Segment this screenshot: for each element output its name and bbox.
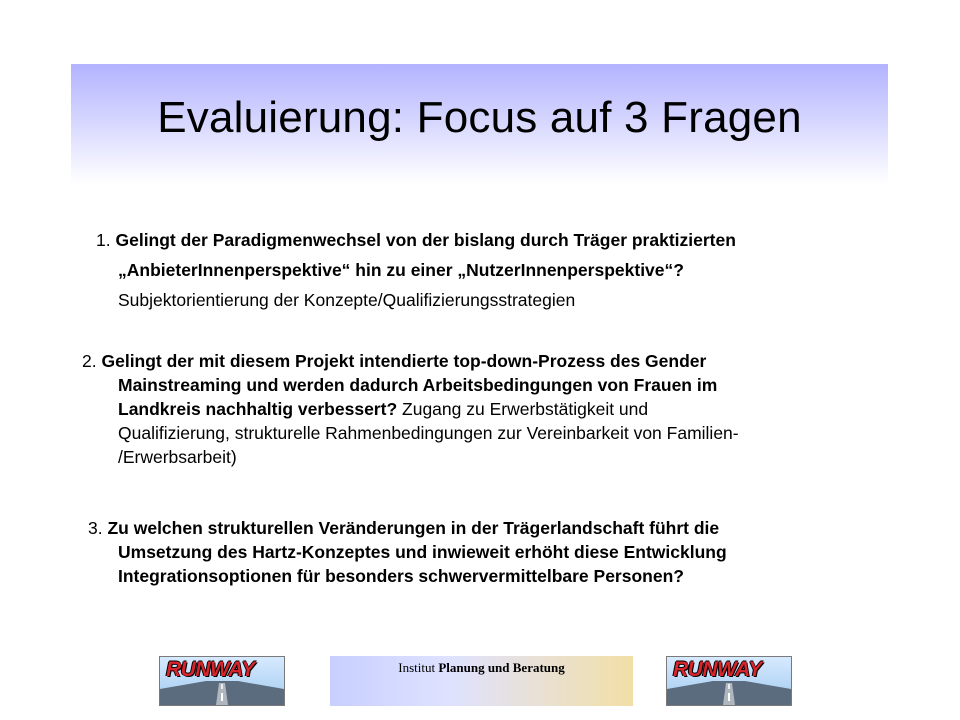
runway-logo-left <box>159 656 285 706</box>
slide-title: Evaluierung: Focus auf 3 Fragen <box>157 93 802 142</box>
runway-logo-left-word: RUNWAY <box>166 658 255 681</box>
road-icon <box>160 681 284 705</box>
question-1-bold-line1: Gelingt der Paradigmenwechsel von der bislang durch Träger praktizierten <box>115 230 736 250</box>
question-3-bold-line3: Integrationsoptionen für besonders schwervermittelbare Personen? <box>118 566 684 586</box>
question-1-note: Subjektorientierung der Konzepte/Qualifizierungsstrategien <box>118 290 576 310</box>
institut-prefix: Institut <box>398 660 436 675</box>
question-1-bold-line2: „AnbieterInnenperspektive“ hin zu einer „NutzerInnenperspektive“? <box>118 260 684 280</box>
question-2-bold-line3: Landkreis nachhaltig verbessert? <box>118 399 398 419</box>
question-2-note-line4: Qualifizierung, strukturelle Rahmenbedingungen zur Vereinbarkeit von Familien- <box>118 423 739 443</box>
question-2-note-line5: /Erwerbsarbeit) <box>118 447 237 467</box>
question-2-bold-line1: Gelingt der mit diesem Projekt intendierte top-down-Prozess des Gender <box>101 351 707 371</box>
question-3 <box>88 516 727 588</box>
question-2-note-line3: Zugang zu Erwerbstätigkeit und <box>402 399 649 419</box>
road-icon <box>667 681 791 705</box>
question-2-bold-line2: Mainstreaming und werden dadurch Arbeitsbedingungen von Frauen im <box>118 375 718 395</box>
question-2 <box>82 349 886 469</box>
runway-logo-right-word: RUNWAY <box>673 658 762 681</box>
question-3-bold-line2: Umsetzung des Hartz-Konzeptes und inwieweit erhöht diese Entwicklung <box>118 542 727 562</box>
question-1 <box>96 228 736 312</box>
institut-banner <box>330 656 633 706</box>
runway-logo-right <box>666 656 792 706</box>
institut-name: Planung und Beratung <box>438 660 565 675</box>
question-2-number: 2. <box>82 351 97 371</box>
question-3-bold-line1: Zu welchen strukturellen Veränderungen in der Trägerlandschaft führt die <box>107 518 720 538</box>
title-banner <box>71 64 888 184</box>
question-1-number: 1. <box>96 230 111 250</box>
question-3-number: 3. <box>88 518 103 538</box>
